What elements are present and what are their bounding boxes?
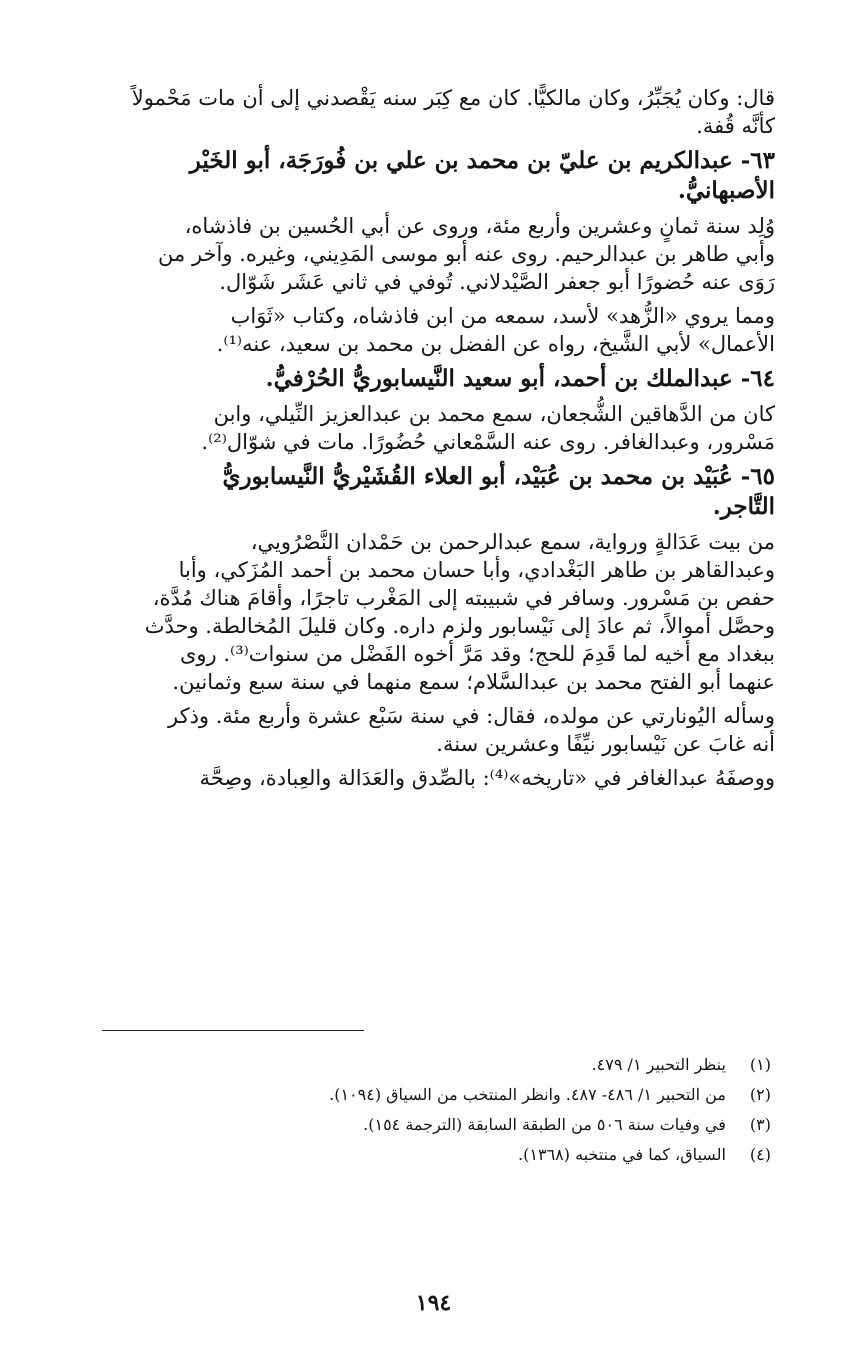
footnote-mark: (١) bbox=[749, 1055, 771, 1074]
paragraph bbox=[88, 764, 775, 792]
text-line: وحصَّل أموالاً، ثم عادَ إلى نَيْسابور ولزم داره. وكان قليلَ المُخالطة. وحدَّث bbox=[144, 614, 775, 638]
main-text bbox=[88, 84, 775, 792]
heading-line: ٦٣- عبدالكريم بن عليّ بن محمد بن علي بن فُورَجَة، أبو الخَيْر bbox=[189, 147, 775, 174]
entry-heading-63 bbox=[88, 146, 775, 206]
entry-heading-64 bbox=[88, 364, 775, 394]
heading-line: ٦٤- عبدالملك بن أحمد، أبو سعيد النَّيسابوريُّ الحُرْفيُّ. bbox=[265, 365, 775, 392]
footnote-mark: (٣) bbox=[749, 1115, 771, 1134]
heading-line: ٦٥- عُبَيْد بن محمد بن عُبَيْد، أبو العلاء القُشَيْريُّ النَّيسابوريُّ bbox=[222, 463, 775, 490]
heading-line: الأصبهانيُّ. bbox=[677, 177, 775, 204]
footnote-mark: (٤) bbox=[749, 1145, 771, 1164]
paragraph bbox=[88, 212, 775, 296]
footnote bbox=[90, 1080, 771, 1110]
footnotes bbox=[90, 1050, 771, 1170]
heading-line: التَّاجر. bbox=[712, 493, 775, 520]
text-line: حفص بن مَسْرور. وسافر في شبيبته إلى المَغْرب تاجرًا، وأقامَ هناك مُدَّة، bbox=[152, 586, 775, 610]
footnote bbox=[90, 1050, 771, 1080]
text-line: مَسْرور، وعبدالغافر. روى عنه السَّمْعاني حُضُورًا. مات في شوّال⁽²⁾. bbox=[201, 430, 775, 454]
text-line: ومما يروي «الزُّهد» لأسد، سمعه من ابن فاذشاه، وكتاب «ثَوَاب bbox=[230, 304, 775, 328]
text-line: أنه غابَ عن نَيْسابور نيِّفًا وعشرين سنة. bbox=[436, 732, 775, 756]
text-line: كان من الدَّهاقين الشُّجعان، سمع محمد بن عبدالعزيز النِّيلي، وابن bbox=[213, 402, 775, 426]
text-line: قال: وكان يُجَبِّرُ، وكان مالكيًّا. كان مع كِبَر سنه يَقْصدني إلى أن مات مَحْمولاً bbox=[131, 86, 775, 110]
text-line: ووصفَهُ عبدالغافر في «تاريخه»⁽⁴⁾: بالصِّدق والعَدَالة والعِبادة، وصِحَّة bbox=[199, 766, 775, 790]
paragraph bbox=[88, 302, 775, 358]
text-line: كأنَّه قُفة. bbox=[696, 114, 775, 138]
footnote-text: ينظر التحبير ١/ ٤٧٩. bbox=[591, 1055, 726, 1074]
entry-heading-65 bbox=[88, 462, 775, 522]
page-number: ١٩٤ bbox=[415, 1290, 452, 1316]
text-line: وأبي طاهر بن عبدالرحيم. روى عنه أبو موسى المَدِيني، وغيره. وآخر من bbox=[158, 242, 775, 266]
footnote-mark: (٢) bbox=[749, 1085, 771, 1104]
text-line: وعبدالقاهر بن طاهر البَغْدادي، وأبا حسان محمد بن أحمد المُزَكي، وأبا bbox=[178, 558, 775, 582]
text-line: من بيت عَدَالةٍ ورواية، سمع عبدالرحمن بن حَمْدان النَّصْرُويي، bbox=[250, 530, 775, 554]
paragraph bbox=[88, 528, 775, 696]
footnote-text: السياق، كما في منتخبه (١٣٦٨). bbox=[518, 1145, 726, 1164]
footnote-text: من التحبير ١/ ٤٨٦- ٤٨٧. وانظر المنتخب من السياق (١٠٩٤). bbox=[329, 1085, 726, 1104]
paragraph bbox=[88, 702, 775, 758]
text-line: وسأله اليُونارتي عن مولده، فقال: في سنة سَبْع عشرة وأربع مئة. وذكر bbox=[167, 704, 775, 728]
footnote-text: في وفيات سنة ٥٠٦ من الطبقة السابقة (الترجمة ١٥٤). bbox=[363, 1115, 726, 1134]
footnote bbox=[90, 1110, 771, 1140]
footnote-divider bbox=[102, 1030, 364, 1031]
text-line: رَوَى عنه حُضورًا أبو جعفر الصَّيْدلاني. تُوفي في ثاني عَشَر شَوّال. bbox=[219, 270, 775, 294]
paragraph bbox=[88, 400, 775, 456]
text-line: ببغداد مع أخيه لما قَدِمَ للحج؛ وقد مَرَّ أخوه الفَضْل من سنوات⁽³⁾. روى bbox=[179, 642, 775, 666]
text-line: عنهما أبو الفتح محمد بن عبدالسَّلام؛ سمع منهما في سنة سبع وثمانين. bbox=[172, 670, 775, 694]
paragraph-continuation bbox=[88, 84, 775, 140]
text-line: وُلِد سنة ثمانٍ وعشرين وأربع مئة، وروى عن أبي الحُسين بن فاذشاه، bbox=[184, 214, 775, 238]
footnote bbox=[90, 1140, 771, 1170]
text-line: الأعمال» لأبي الشَّيخ، رواه عن الفضل بن محمد بن سعيد، عنه⁽¹⁾. bbox=[216, 332, 775, 356]
